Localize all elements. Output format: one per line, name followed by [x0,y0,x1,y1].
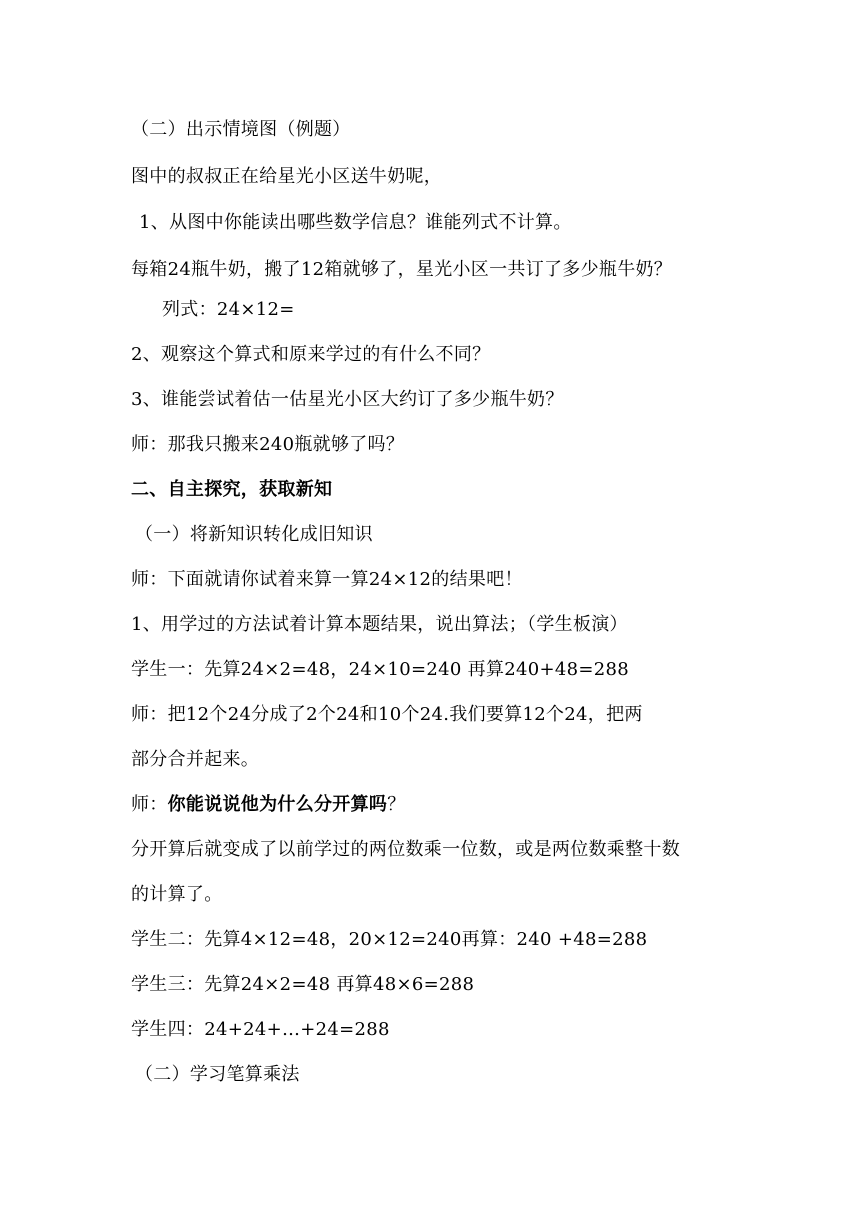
section-heading: （二）出示情境图（例题） [131,119,351,140]
question-mark: ？ [387,794,406,815]
section-heading-bold: 二、自主探究，获取新知 [131,479,333,500]
teacher-prefix: 师： [131,794,168,815]
paragraph: 每箱24瓶牛奶，搬了12箱就够了，星光小区一共订了多少瓶牛奶？ [131,259,673,280]
teacher-line: 师：那我只搬来240瓶就够了吗？ [131,434,405,455]
paragraph-continued: 的计算了。 [131,884,223,905]
question-item: 1、从图中你能读出哪些数学信息？谁能列式不计算。 [139,212,572,233]
student-answer: 学生二：先算4×12=48，20×12=240再算：240 +48=288 [131,929,648,950]
teacher-question [131,793,406,817]
question-item: 2、观察这个算式和原来学过的有什么不同？ [131,344,491,365]
subsection-heading: （二）学习笔算乘法 [135,1064,300,1085]
instruction-item: 1、用学过的方法试着计算本题结果，说出算法；（学生板演） [131,614,628,635]
question-item: 3、谁能尝试着估一估星光小区大约订了多少瓶牛奶？ [131,389,564,410]
equation-line: 列式：24×12= [162,299,295,320]
paragraph: 图中的叔叔正在给星光小区送牛奶呢， [131,166,443,187]
student-answer: 学生一：先算24×2=48，24×10=240 再算240+48=288 [131,659,630,680]
paragraph: 分开算后就变成了以前学过的两位数乘一位数，或是两位数乘整十数 [131,839,680,860]
teacher-line: 师：把12个24分成了2个24和10个24.我们要算12个24，把两 [131,704,643,725]
student-answer: 学生三：先算24×2=48 再算48×6=288 [131,974,475,995]
teacher-line: 师：下面就请你试着来算一算24×12的结果吧！ [131,569,523,590]
emphasized-question: 你能说说他为什么分开算吗 [167,794,388,815]
teacher-line-continued: 部分合并起来。 [131,749,260,770]
subsection-heading: （一）将新知识转化成旧知识 [135,524,373,545]
student-answer: 学生四：24+24+…+24=288 [131,1019,390,1040]
